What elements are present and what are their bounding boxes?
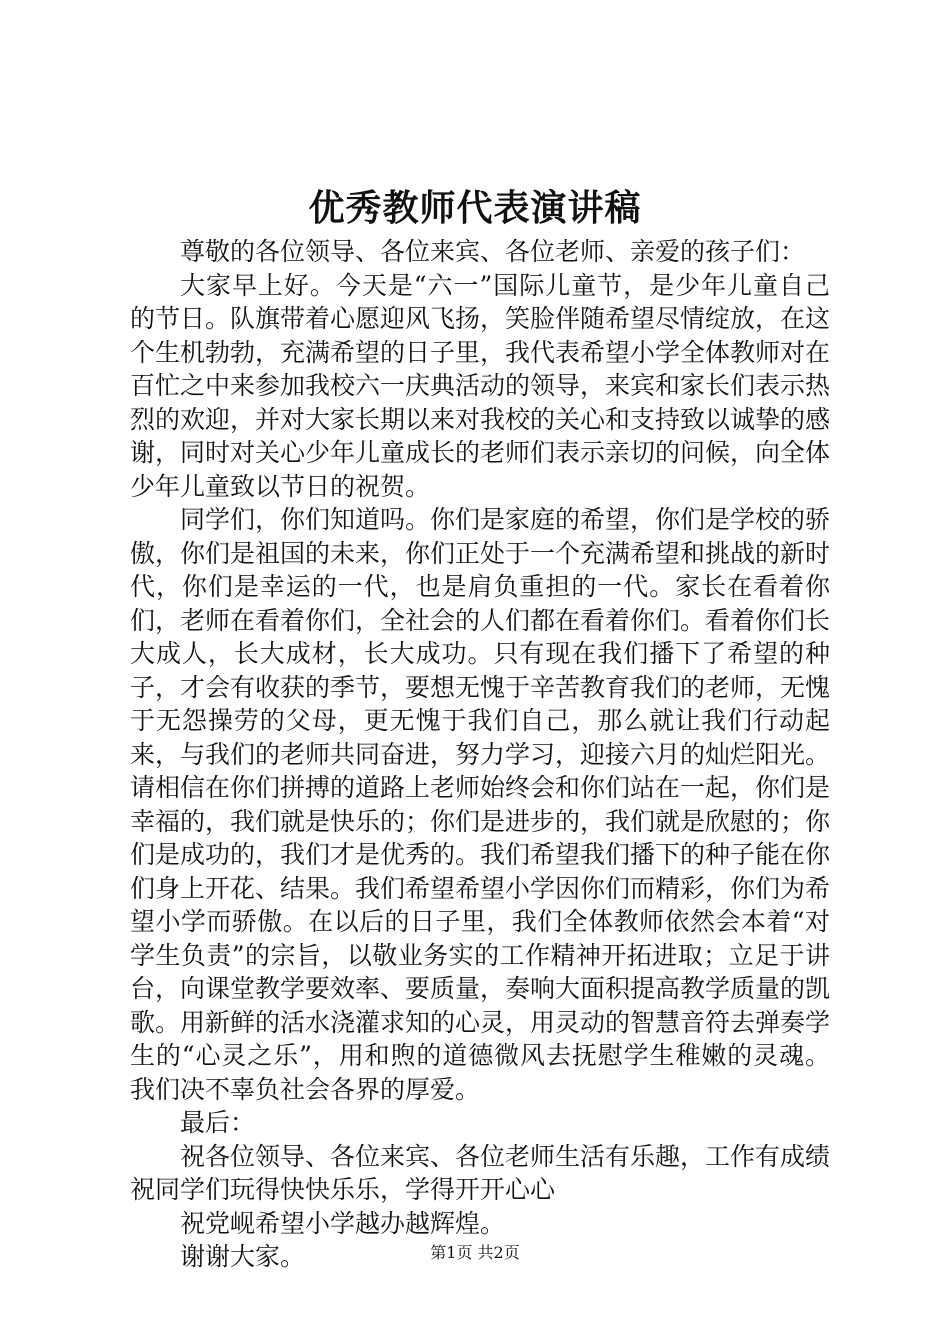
salutation-paragraph: 尊敬的各位领导、各位来宾、各位老师、亲爱的孩子们： bbox=[180, 237, 806, 266]
greeting-paragraph: 大家早上好。今天是“六一”国际儿童节，是少年儿童自己的节日。队旗带着心愿迎风飞扬，笑脸伴随希望尽情绽放，在这个生机勃勃，充满希望的日子里，我代表希望小学全体教师对在百忙之中来参加我校六一庆典活动的领导，来宾和家长们表示热烈的欢迎，并对大家长期以来对我校的关心和支持致以诚挚的感谢，同时对关心少年儿童成长的老师们表示亲切的问候，向全体少年儿童致以节日的祝贺。 bbox=[130, 270, 831, 501]
wishes-paragraph: 祝各位领导、各位来宾、各位老师生活有乐趣，工作有成绩祝同学们玩得快快乐乐，学得开开心心 bbox=[130, 1141, 831, 1204]
main-paragraph: 同学们，你们知道吗。你们是家庭的希望，你们是学校的骄傲，你们是祖国的未来，你们正处于一个充满希望和挑战的新时代，你们是幸运的一代，也是肩负重担的一代。家长在看着你们，老师在看着你们，全社会的人们都在看着你们。看着你们长大成人，长大成材，长大成功。只有现在我们播下了希望的种子，才会有收获的季节，要想无愧于辛苦教育我们的老师，无愧于无怨操劳的父母，更无愧于我们自己，那么就让我们行动起来，与我们的老师共同奋进，努力学习，迎接六月的灿烂阳光。请相信在你们拼搏的道路上老师始终会和你们站在一起，你们是幸福的，我们就是快乐的；你们是进步的，我们就是欣慰的；你们是成功的，我们才是优秀的。我们希望我们播下的种子能在你们身上开花、结果。我们希望希望小学因你们而精彩，你们为希望小学而骄傲。在以后的日子里，我们全体教师依然会本着“对学生负责”的宗旨，以敬业务实的工作精神开拓进取；立足于讲台，向课堂教学要效率、要质量，奏响大面积提高教学质量的凯歌。用新鲜的活水浇灌求知的心灵，用灵动的智慧音符去弹奏学生的“心灵之乐”，用和煦的道德微风去抚慰学生稚嫩的灵魂。我们决不辜负社会各界的厚爱。 bbox=[130, 505, 831, 1104]
thanks-paragraph: 谢谢大家。 bbox=[180, 1242, 306, 1271]
closing-label-paragraph: 最后： bbox=[180, 1108, 256, 1137]
page-footer: 第1页 共2页 bbox=[430, 1243, 520, 1262]
document-title: 优秀教师代表演讲稿 bbox=[308, 187, 642, 229]
document-body bbox=[130, 235, 830, 1274]
school-wish-paragraph: 祝党岘希望小学越办越辉煌。 bbox=[180, 1208, 506, 1238]
